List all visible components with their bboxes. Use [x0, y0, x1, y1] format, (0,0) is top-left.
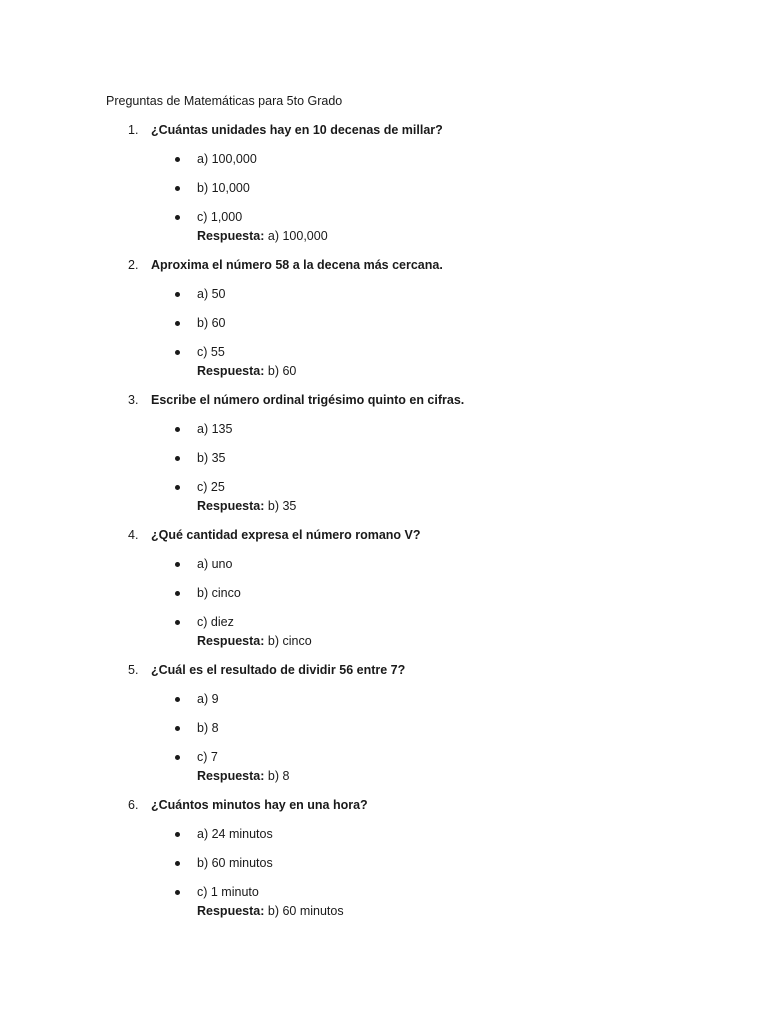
question-text: ¿Cuál es el resultado de dividir 56 entre 7? [151, 663, 406, 677]
option-text: b) cinco [197, 586, 241, 600]
bullet-icon [175, 427, 180, 432]
option-list [106, 420, 706, 496]
question-item [106, 391, 706, 515]
question-number: 1. [128, 123, 139, 137]
answer-text: b) 8 [267, 769, 290, 783]
bullet-icon [175, 861, 180, 866]
answer-text: a) 100,000 [267, 229, 328, 243]
bullet-icon [175, 321, 180, 326]
answer-label: Respuesta: [197, 904, 265, 918]
question-item [106, 661, 706, 785]
question-heading [106, 256, 706, 274]
question-item [106, 121, 706, 245]
option-text: b) 35 [197, 451, 226, 465]
option-item [106, 719, 706, 737]
bullet-icon [175, 485, 180, 490]
bullet-icon [175, 591, 180, 596]
option-text: b) 10,000 [197, 181, 250, 195]
answer-text: b) 60 minutos [267, 904, 344, 918]
bullet-icon [175, 350, 180, 355]
bullet-icon [175, 186, 180, 191]
option-text: c) 1 minuto [197, 885, 259, 899]
question-heading [106, 121, 706, 139]
question-heading [106, 391, 706, 409]
option-list [106, 285, 706, 361]
answer-label: Respuesta: [197, 364, 265, 378]
option-text: c) 25 [197, 480, 225, 494]
option-list [106, 555, 706, 631]
option-text: c) 55 [197, 345, 225, 359]
option-list [106, 690, 706, 766]
option-item [106, 343, 706, 361]
option-text: a) 100,000 [197, 152, 257, 166]
option-list [106, 825, 706, 901]
answer-text: b) 35 [267, 499, 297, 513]
answer-label: Respuesta: [197, 229, 265, 243]
option-text: a) 135 [197, 422, 233, 436]
question-text: ¿Cuántas unidades hay en 10 decenas de millar? [151, 123, 443, 137]
bullet-icon [175, 292, 180, 297]
answer-label: Respuesta: [197, 634, 265, 648]
answer-line [106, 362, 706, 380]
option-item [106, 179, 706, 197]
answer-line [106, 497, 706, 515]
question-number: 2. [128, 258, 139, 272]
bullet-icon [175, 157, 180, 162]
option-item [106, 584, 706, 602]
option-item [106, 854, 706, 872]
question-heading [106, 526, 706, 544]
answer-line [106, 902, 706, 920]
question-number: 5. [128, 663, 139, 677]
question-item [106, 526, 706, 650]
option-text: a) uno [197, 557, 233, 571]
option-item [106, 555, 706, 573]
question-heading [106, 661, 706, 679]
option-item [106, 449, 706, 467]
bullet-icon [175, 890, 180, 895]
option-item [106, 613, 706, 631]
option-item [106, 883, 706, 901]
option-item [106, 690, 706, 708]
option-text: c) 1,000 [197, 210, 243, 224]
option-text: b) 60 [197, 316, 226, 330]
bullet-icon [175, 697, 180, 702]
answer-label: Respuesta: [197, 769, 265, 783]
question-text: ¿Cuántos minutos hay en una hora? [151, 798, 368, 812]
question-number: 6. [128, 798, 139, 812]
option-text: c) diez [197, 615, 234, 629]
question-text: Aproxima el número 58 a la decena más cercana. [151, 258, 443, 272]
answer-line [106, 227, 706, 245]
question-item [106, 256, 706, 380]
bullet-icon [175, 726, 180, 731]
option-item [106, 314, 706, 332]
answer-text: b) 60 [267, 364, 297, 378]
option-item [106, 420, 706, 438]
document-page [106, 92, 706, 931]
bullet-icon [175, 562, 180, 567]
option-item [106, 478, 706, 496]
option-item [106, 825, 706, 843]
answer-line [106, 767, 706, 785]
option-text: b) 60 minutos [197, 856, 273, 870]
option-item [106, 285, 706, 303]
option-item [106, 748, 706, 766]
bullet-icon [175, 456, 180, 461]
bullet-icon [175, 215, 180, 220]
answer-label: Respuesta: [197, 499, 265, 513]
question-number: 3. [128, 393, 139, 407]
question-heading [106, 796, 706, 814]
question-list [106, 121, 706, 920]
option-list [106, 150, 706, 226]
answer-text: b) cinco [267, 634, 312, 648]
option-item [106, 208, 706, 226]
bullet-icon [175, 832, 180, 837]
option-text: a) 50 [197, 287, 226, 301]
option-text: a) 24 minutos [197, 827, 273, 841]
option-text: a) 9 [197, 692, 219, 706]
option-item [106, 150, 706, 168]
answer-line [106, 632, 706, 650]
question-item [106, 796, 706, 920]
question-number: 4. [128, 528, 139, 542]
option-text: c) 7 [197, 750, 218, 764]
question-text: ¿Qué cantidad expresa el número romano V? [151, 528, 421, 542]
option-text: b) 8 [197, 721, 219, 735]
document-title: Preguntas de Matemáticas para 5to Grado [106, 94, 343, 108]
bullet-icon [175, 755, 180, 760]
question-text: Escribe el número ordinal trigésimo quinto en cifras. [151, 393, 465, 407]
bullet-icon [175, 620, 180, 625]
